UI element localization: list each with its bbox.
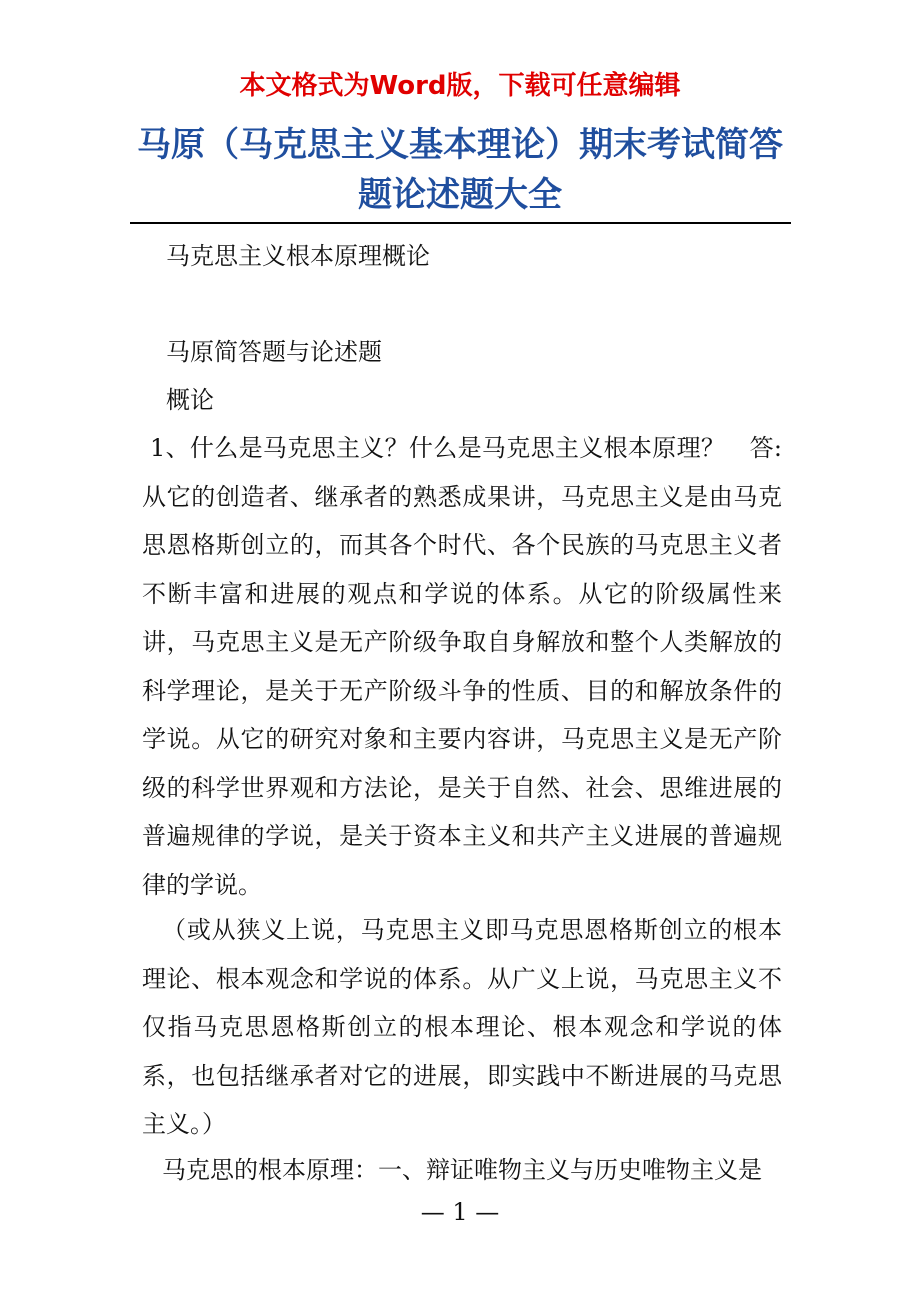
- document-subtitle: 马克思主义根本原理概论: [166, 242, 430, 270]
- title-divider: [130, 222, 791, 224]
- paragraph-3: 马克思的根本原理：一、辩证唯物主义与历史唯物主义是: [162, 1156, 762, 1184]
- document-title: 马原（马克思主义基本理论）期末考试简答题论述题大全: [137, 125, 783, 215]
- paragraph-2: （或从狭义上说，马克思主义即马克思恩格斯创立的根本理论、根本观念和学说的体系。从广义上说，马克思主义不仅指马克思恩格斯创立的根本理论、根本观念和学说的体系，也包括继承者对它的进展，即实践中不断进展的马克思主义。）: [142, 916, 782, 1138]
- page-number: — 1 —: [420, 1198, 500, 1226]
- paragraph-1: 1、什么是马克思主义？什么是马克思主义根本原理？ 答:从它的创造者、继承者的熟悉成果讲，马克思主义是由马克思恩格斯创立的，而其各个时代、各个民族的马克思主义者不断丰富和进展的观点和学说的体系。从它的阶级属性来讲，马克思主义是无产阶级争取自身解放和整个人类解放的科学理论，是关于无产阶级斗争的性质、目的和解放条件的学说。从它的研究对象和主要内容讲，马克思主义是无产阶级的科学世界观和方法论，是关于自然、社会、思维进展的普遍规律的学说，是关于资本主义和共产主义进展的普遍规律的学说。: [142, 434, 782, 899]
- format-notice: 本文格式为Word版，下载可任意编辑: [239, 71, 681, 101]
- section-label: 概论: [166, 386, 214, 414]
- section-heading: 马原简答题与论述题: [166, 338, 382, 366]
